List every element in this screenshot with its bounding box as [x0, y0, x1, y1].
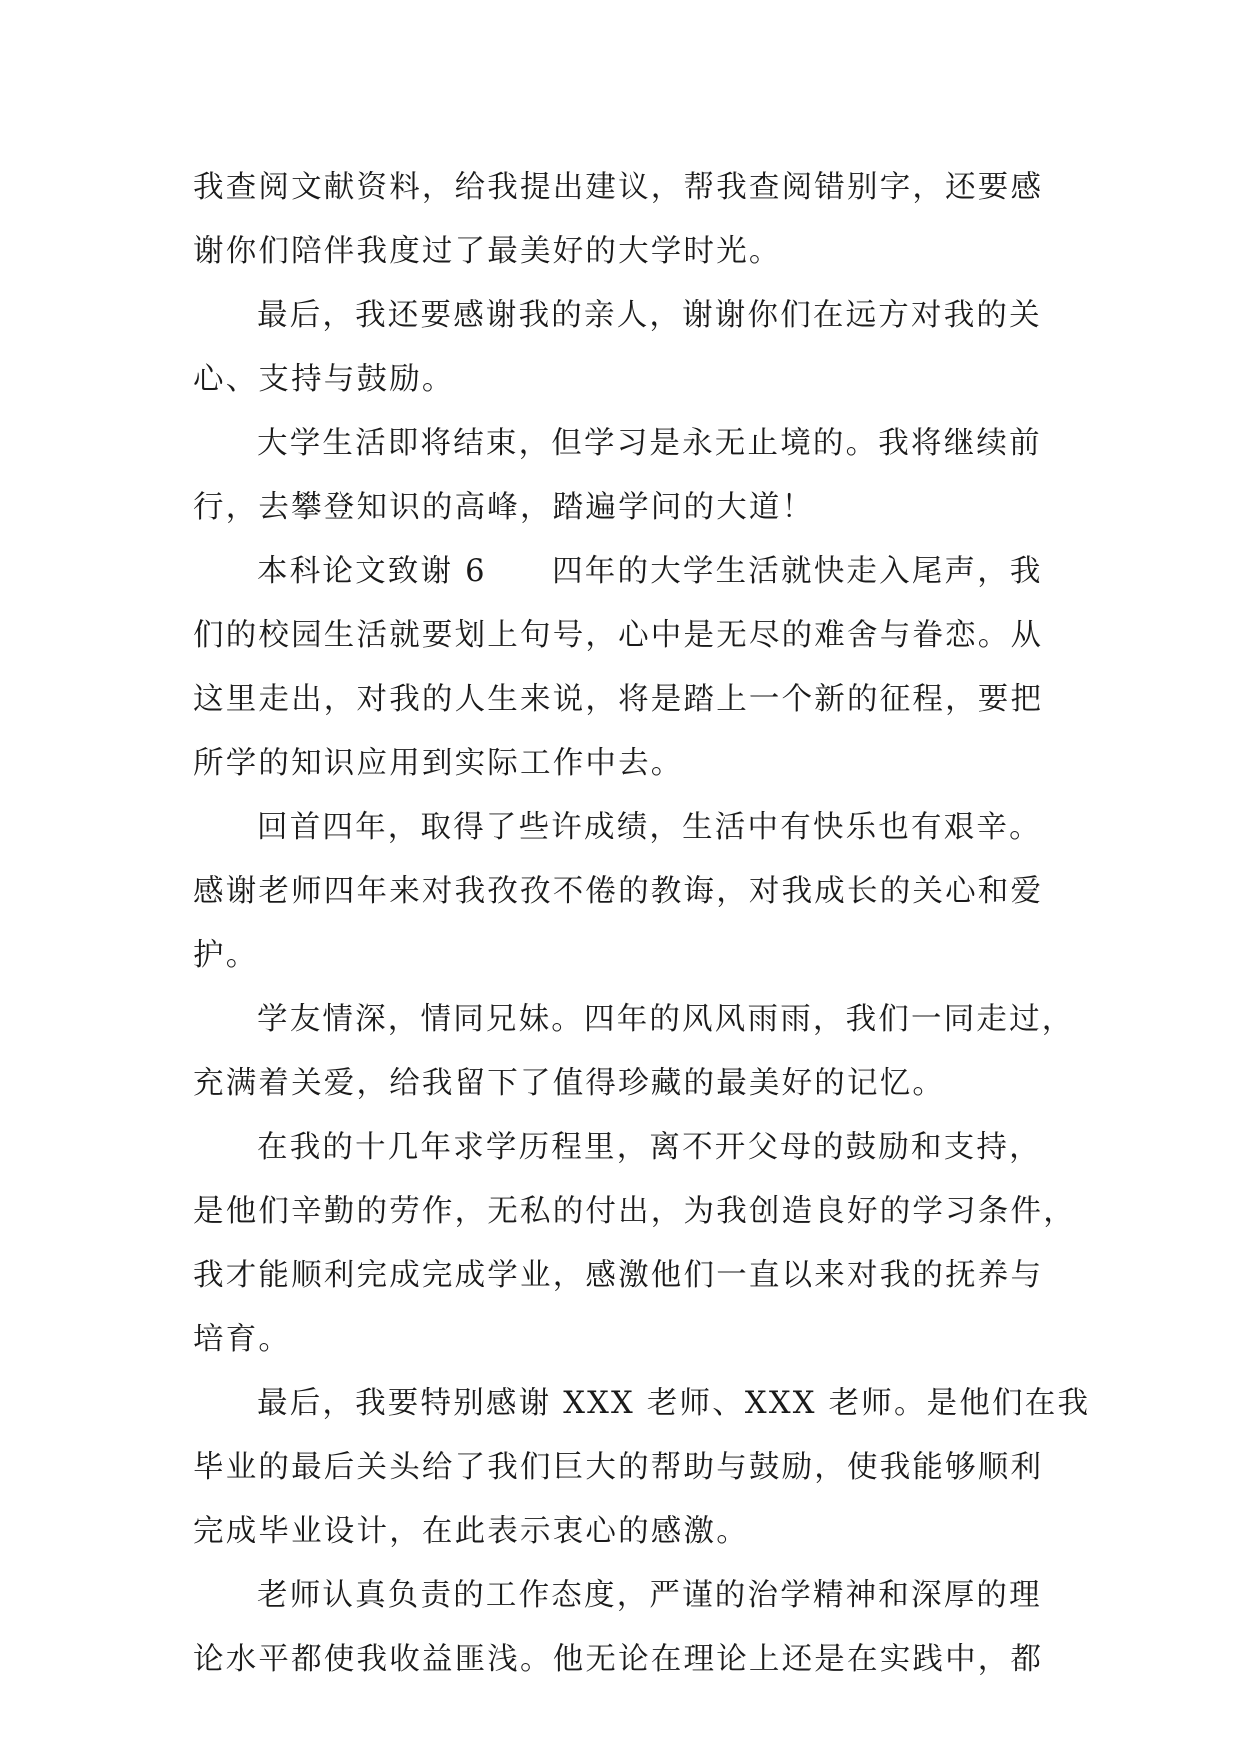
text-line: 培育。 — [193, 1322, 292, 1357]
text-line: 论水平都使我收益匪浅。他无论在理论上还是在实践中，都 — [193, 1642, 1044, 1677]
text-line: 行，去攀登知识的高峰，踏遍学问的大道！ — [193, 490, 815, 525]
text-line: 完成毕业设计，在此表示衷心的感激。 — [193, 1514, 749, 1549]
text-line: 是他们辛勤的劳作，无私的付出，为我创造良好的学习条件， — [193, 1194, 1076, 1229]
text-line: 在我的十几年求学历程里，离不开父母的鼓励和支持， — [257, 1130, 1042, 1165]
text-line: 所学的知识应用到实际工作中去。 — [193, 746, 684, 781]
text-line: 我才能顺利完成完成学业，感激他们一直以来对我的抚养与 — [193, 1258, 1044, 1293]
text-line: 护。 — [193, 938, 259, 973]
text-line: 最后，我还要感谢我的亲人，谢谢你们在远方对我的关 — [257, 298, 1042, 333]
text-line: 回首四年，取得了些许成绩，生活中有快乐也有艰辛。 — [257, 810, 1042, 845]
text-line: 老师认真负责的工作态度，严谨的治学精神和深厚的理 — [257, 1578, 1042, 1613]
text-line: 谢你们陪伴我度过了最美好的大学时光。 — [193, 234, 782, 269]
section-heading-line: 本科论文致谢 6 四年的大学生活就快走入尾声，我 — [257, 554, 1043, 589]
text-line: 大学生活即将结束，但学习是永无止境的。我将继续前 — [257, 426, 1042, 461]
text-line: 心、支持与鼓励。 — [193, 362, 455, 397]
text-line: 感谢老师四年来对我孜孜不倦的教诲，对我成长的关心和爱 — [193, 874, 1044, 909]
text-line: 最后，我要特别感谢 XXX 老师、XXX 老师。是他们在我 — [257, 1386, 1091, 1421]
text-line: 学友情深，情同兄妹。四年的风风雨雨，我们一同走过， — [257, 1002, 1075, 1037]
text-line: 这里走出，对我的人生来说，将是踏上一个新的征程，要把 — [193, 682, 1044, 717]
text-line: 毕业的最后关头给了我们巨大的帮助与鼓励，使我能够顺利 — [193, 1450, 1044, 1485]
document-body — [193, 156, 1091, 1692]
text-line: 们的校园生活就要划上句号，心中是无尽的难舍与眷恋。从 — [193, 618, 1044, 653]
text-line: 充满着关爱，给我留下了值得珍藏的最美好的记忆。 — [193, 1066, 946, 1101]
text-line: 我查阅文献资料，给我提出建议，帮我查阅错别字，还要感 — [193, 170, 1044, 205]
